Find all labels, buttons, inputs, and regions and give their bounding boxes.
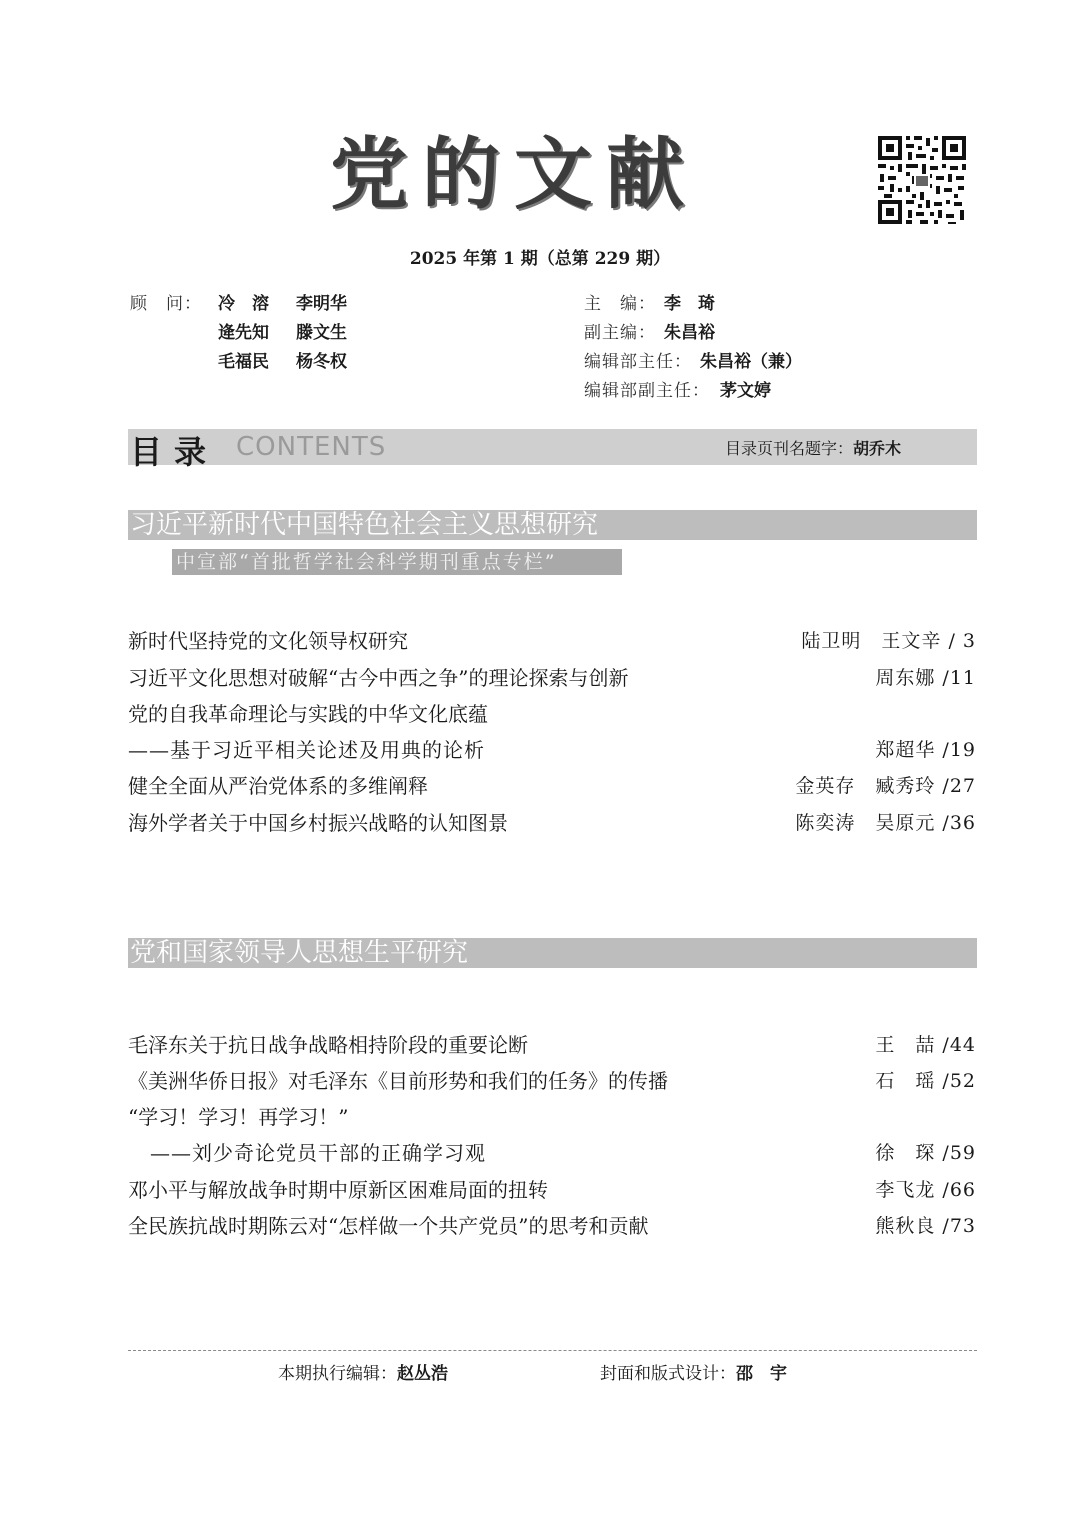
article-title[interactable]: 《美洲华侨日报》对毛泽东《目前形势和我们的任务》的传播 [128,1069,668,1093]
advisor-name: 冷 溶 [218,294,269,314]
article-author-page: 陈奕涛 吴原元 /36 [795,812,976,834]
advisor-name: 逄先知 [218,323,269,343]
executive-editor-credit [278,1359,448,1384]
office-director-label: 编辑部主任： [584,352,692,372]
office-director-name: 朱昌裕（兼） [700,352,802,372]
qr-code-icon [876,134,968,226]
advisor-name: 滕文生 [296,323,347,343]
article-title[interactable]: 习近平文化思想对破解“古今中西之争”的理论探索与创新 [128,666,629,690]
article-author-page: 陆卫明 王文辛 / 3 [801,630,976,652]
office-deputy-label: 编辑部副主任： [584,381,710,401]
article-title[interactable]: 全民族抗战时期陈云对“怎样做一个共产党员”的思考和贡献 [128,1214,649,1238]
advisor-name: 杨冬权 [296,352,347,372]
footer-divider [128,1350,977,1351]
issue-number: 2025 年第 1 期（总第 229 期） [409,249,671,269]
chief-editor-name: 李 琦 [664,294,715,314]
calligraphy-name: 胡乔木 [853,439,902,458]
design-name: 邵 宇 [736,1364,787,1384]
article-title[interactable]: 党的自我革命理论与实践的中华文化底蕴 [128,702,488,726]
article-author-page: 王 喆 /44 [875,1034,976,1056]
chief-editor-label: 主 编： [584,294,656,314]
article-author-page: 金英存 臧秀玲 /27 [795,775,976,797]
journal-masthead: 党的文献 [330,129,699,220]
section-title: 习近平新时代中国特色社会主义思想研究 [130,510,599,540]
article-author-page: 周东娜 /11 [875,667,976,689]
deputy-editor-name: 朱昌裕 [664,323,715,343]
executive-editor-name: 赵丛浩 [397,1364,448,1384]
calligraphy-credit [725,436,901,459]
article-title[interactable]: 新时代坚持党的文化领导权研究 [128,629,408,653]
article-title[interactable]: 邓小平与解放战争时期中原新区困难局面的扭转 [128,1178,548,1202]
article-author-page: 李飞龙 /66 [875,1179,976,1201]
advisor-name: 李明华 [296,294,347,314]
section-title: 党和国家领导人思想生平研究 [130,938,469,968]
article-subtitle: ——基于习近平相关论述及用典的论析 [128,738,485,762]
article-title[interactable]: “学习！学习！再学习！” [128,1105,349,1129]
article-title[interactable]: 健全全面从严治党体系的多维阐释 [128,774,428,798]
calligraphy-label: 目录页刊名题字： [725,439,854,458]
design-credit [600,1359,787,1384]
advisor-name: 毛福民 [218,352,269,372]
deputy-editor-label: 副主编： [584,323,656,343]
office-deputy-name: 茅文婷 [720,381,771,401]
article-author-page: 徐 琛 /59 [875,1142,976,1164]
section-subtitle: 中宣部“首批哲学社会科学期刊重点专栏” [176,551,557,573]
article-title[interactable]: 海外学者关于中国乡村振兴战略的认知图景 [128,811,508,835]
advisors-label: 顾 问： [130,294,202,314]
executive-editor-label: 本期执行编辑： [278,1364,397,1384]
article-author-page: 石 瑶 /52 [875,1070,976,1092]
design-label: 封面和版式设计： [600,1364,736,1384]
article-title[interactable]: 毛泽东关于抗日战争战略相持阶段的重要论断 [128,1033,528,1057]
contents-english-label: CONTENTS [236,432,387,462]
article-subtitle: ——刘少奇论党员干部的正确学习观 [150,1141,486,1165]
article-author-page: 熊秋良 /73 [875,1215,976,1237]
contents-title: 目录 [130,433,219,471]
article-author-page: 郑超华 /19 [875,739,976,761]
